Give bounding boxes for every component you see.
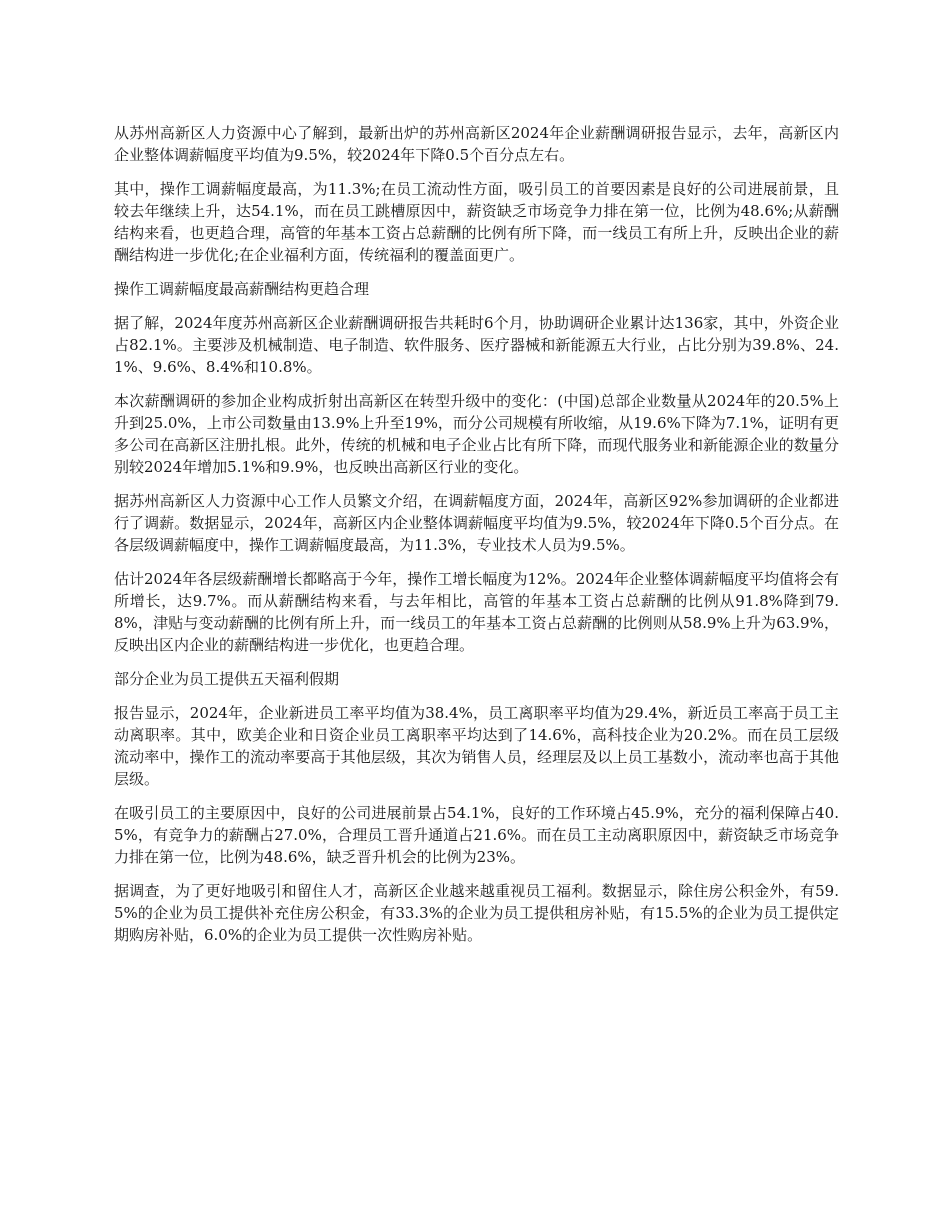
paragraph: 据调查，为了更好地吸引和留住人才，高新区企业越来越重视员工福利。数据显示，除住房公积金外，有59.5%的企业为员工提供补充住房公积金，有33.3%的企业为员工提供租房补贴，有15.5%的企业为员工提供定期购房补贴，6.0%的企业为员工提供一次性购房补贴。 bbox=[114, 882, 839, 944]
section-heading: 部分企业为员工提供五天福利假期 bbox=[114, 670, 340, 688]
paragraph: 估计2024年各层级薪酬增长都略高于今年，操作工增长幅度为12%。2024年企业整体调薪幅度平均值将会有所增长，达9.7%。而从薪酬结构来看，与去年相比，高管的年基本工资占总薪酬的比例从91.8%降到79.8%，津贴与变动薪酬的比例有所上升，而一线员工的年基本工资占总薪酬的比例则从58.9%上升为63.9%，反映出区内企业的薪酬结构进一步优化，也更趋合理。 bbox=[114, 570, 839, 654]
paragraph: 据苏州高新区人力资源中心工作人员繁文介绍，在调薪幅度方面，2024年，高新区92%参加调研的企业都进行了调薪。数据显示，2024年，高新区内企业整体调薪幅度平均值为9.5%，较2024年下降0.5个百分点。在各层级调薪幅度中，操作工调薪幅度最高，为11.3%，专业技术人员为9.5%。 bbox=[114, 492, 839, 554]
document-body bbox=[114, 122, 839, 958]
paragraph: 报告显示，2024年，企业新进员工率平均值为38.4%，员工离职率平均值为29.4%，新近员工率高于员工主动离职率。其中，欧美企业和日资企业员工离职率平均达到了14.6%，高科技企业为20.2%。而在员工层级流动率中，操作工的流动率要高于其他层级，其次为销售人员，经理层及以上员工基数小，流动率也高于其他层级。 bbox=[114, 704, 839, 788]
paragraph: 其中，操作工调薪幅度最高，为11.3%;在员工流动性方面，吸引员工的首要因素是良好的公司进展前景，且较去年继续上升，达54.1%，而在员工跳槽原因中，薪资缺乏市场竞争力排在第一位，比例为48.6%;从薪酬结构来看，也更趋合理，高管的年基本工资占总薪酬的比例有所下降，而一线员工有所上升，反映出企业的薪酬结构进一步优化;在企业福利方面，传统福利的覆盖面更广。 bbox=[114, 180, 839, 264]
paragraph: 本次薪酬调研的参加企业构成折射出高新区在转型升级中的变化：(中国)总部企业数量从2024年的20.5%上升到25.0%，上市公司数量由13.9%上升至19%，而分公司规模有所收缩，从19.6%下降为7.1%，证明有更多公司在高新区注册扎根。此外，传统的机械和电子企业占比有所下降，而现代服务业和新能源企业的数量分别较2024年增加5.1%和9.9%，也反映出高新区行业的变化。 bbox=[114, 392, 839, 476]
section-heading: 操作工调薪幅度最高薪酬结构更趋合理 bbox=[114, 280, 370, 298]
paragraph: 从苏州高新区人力资源中心了解到，最新出炉的苏州高新区2024年企业薪酬调研报告显示，去年，高新区内企业整体调薪幅度平均值为9.5%，较2024年下降0.5个百分点左右。 bbox=[114, 124, 839, 164]
paragraph: 据了解，2024年度苏州高新区企业薪酬调研报告共耗时6个月，协助调研企业累计达136家，其中，外资企业占82.1%。主要涉及机械制造、电子制造、软件服务、医疗器械和新能源五大行业，占比分别为39.8%、24.1%、9.6%、8.4%和10.8%。 bbox=[114, 314, 839, 376]
paragraph: 在吸引员工的主要原因中，良好的公司进展前景占54.1%，良好的工作环境占45.9%，充分的福利保障占40.5%，有竞争力的薪酬占27.0%，合理员工晋升通道占21.6%。而在员工主动离职原因中，薪资缺乏市场竞争力排在第一位，比例为48.6%，缺乏晋升机会的比例为23%。 bbox=[114, 804, 839, 866]
